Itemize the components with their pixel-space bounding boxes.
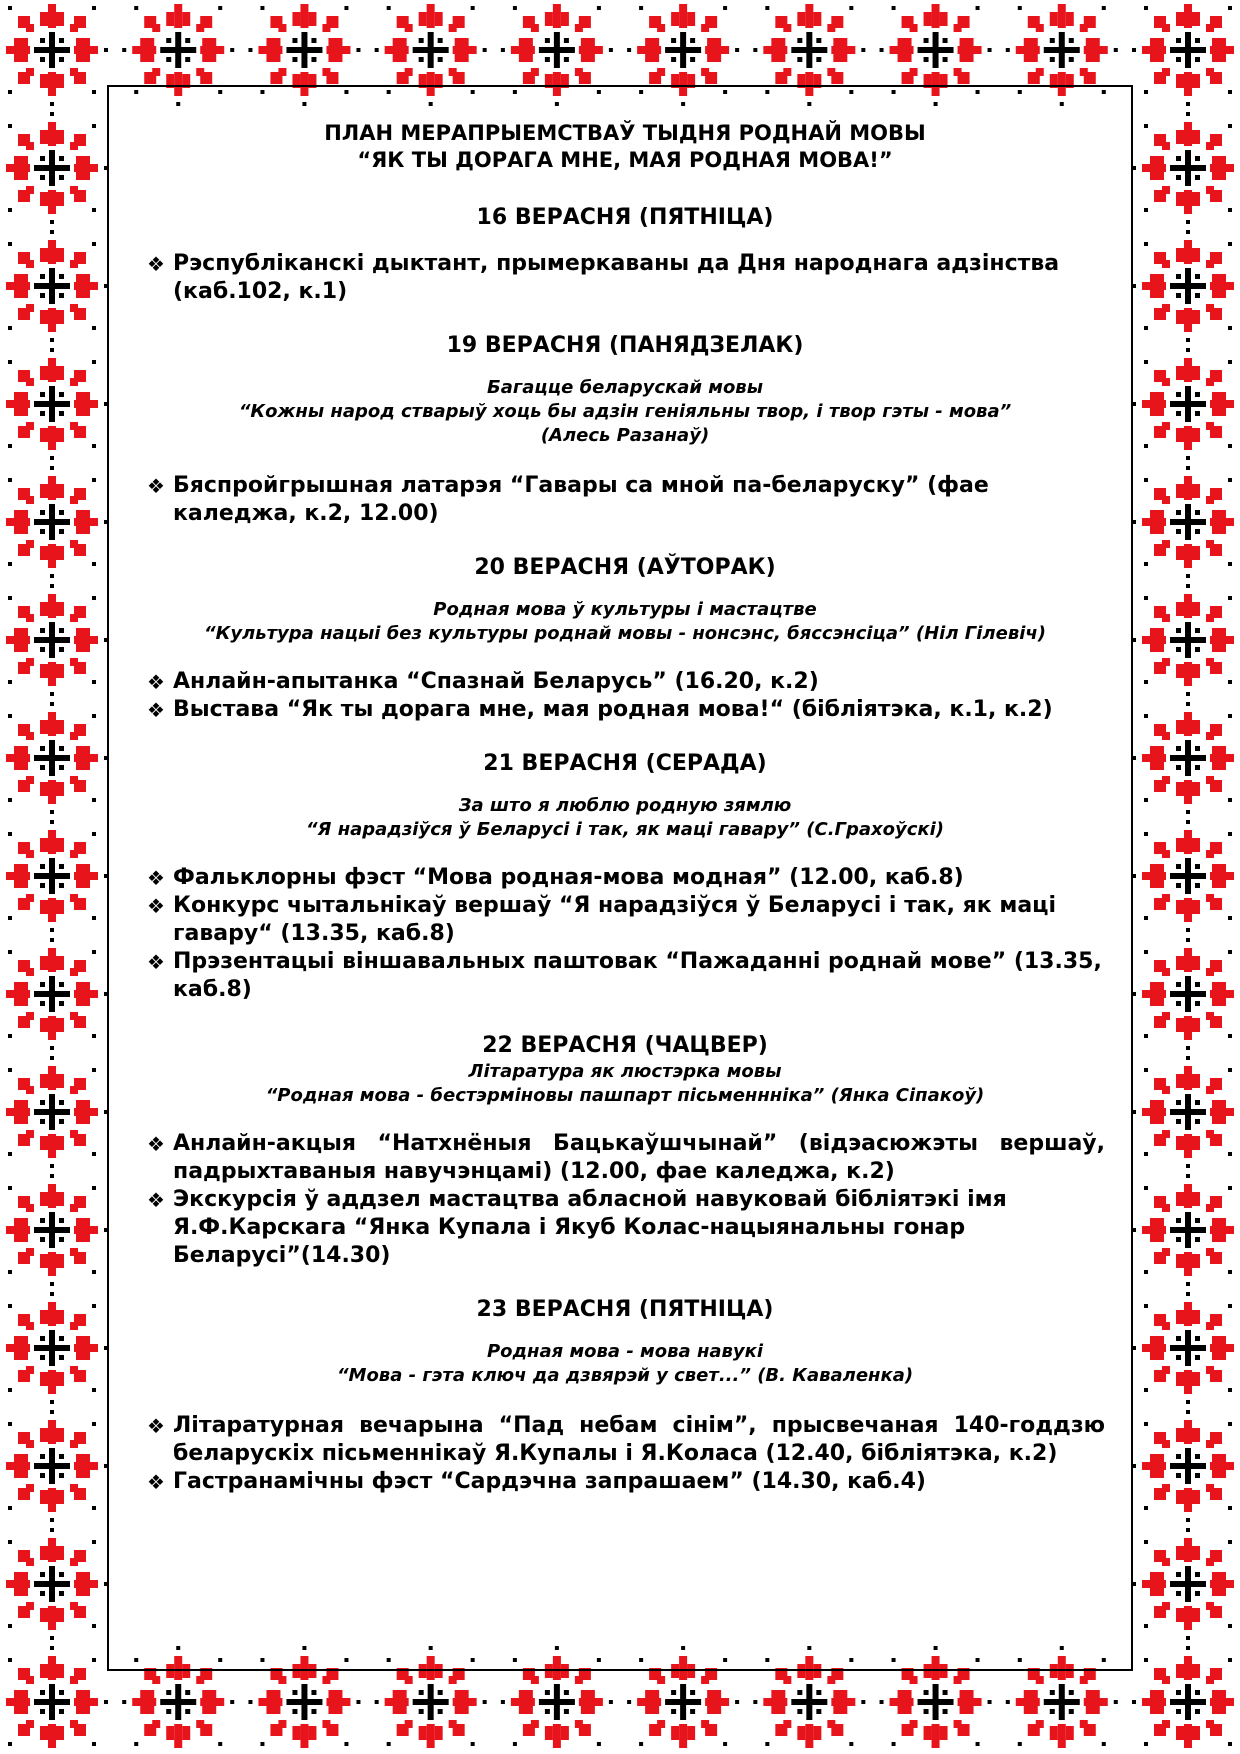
day-section	[145, 332, 1105, 528]
diamond-bullet-icon: ❖	[147, 866, 165, 890]
diamond-bullet-icon: ❖	[147, 1470, 165, 1494]
diamond-bullet-icon: ❖	[147, 474, 165, 498]
ornament-star-icon	[0, 1410, 108, 1522]
ornament-star-icon	[1006, 1646, 1118, 1754]
day-theme: Багацце беларускай мовы	[487, 377, 763, 398]
diamond-bullet-icon: ❖	[147, 1414, 165, 1438]
day-heading: 22 ВЕРАСНЯ (ЧАЦВЕР)	[482, 1033, 768, 1058]
ornament-star-icon	[1132, 1646, 1240, 1754]
ornament-star-icon	[1132, 584, 1240, 696]
ornament-star-icon	[0, 584, 108, 696]
ornament-star-icon	[880, 0, 992, 106]
ornament-star-icon	[1132, 1410, 1240, 1522]
plan-document	[145, 120, 1105, 1496]
event-list	[145, 1412, 1105, 1496]
ornament-star-icon	[0, 1646, 108, 1754]
day-section	[145, 554, 1105, 724]
day-heading: 20 ВЕРАСНЯ (АЎТОРАК)	[474, 555, 776, 580]
ornament-star-icon	[1132, 0, 1240, 106]
ornament-star-icon	[0, 1056, 108, 1168]
event-item: ❖ Бяспройгрышная латарэя “Гавары са мной па-беларуску” (фае каледжа, к.2, 12.00)	[147, 473, 989, 526]
ornament-star-icon	[1132, 348, 1240, 460]
ornament-star-icon	[753, 1646, 865, 1754]
day-heading: 23 ВЕРАСНЯ (ПЯТНІЦА)	[476, 1297, 774, 1322]
ornament-star-icon	[1132, 1056, 1240, 1168]
event-item: ❖ Анлайн-апытанка “Спазнай Беларусь” (16.20, к.2)	[147, 669, 819, 694]
diamond-bullet-icon: ❖	[147, 950, 165, 974]
day-heading: 19 ВЕРАСНЯ (ПАНЯДЗЕЛАК)	[446, 333, 804, 358]
title-line-1: ПЛАН МЕРАПРЫЕМСТВАЎ ТЫДНЯ РОДНАЙ МОВЫ	[324, 121, 926, 145]
title-line-2: “ЯК ТЫ ДОРАГА МНЕ, МАЯ РОДНАЯ МОВА!”	[357, 148, 893, 172]
ornament-star-icon	[627, 1646, 739, 1754]
day-section	[145, 1296, 1105, 1496]
ornament-star-icon	[1132, 1528, 1240, 1640]
ornament-star-icon	[248, 0, 360, 106]
ornament-star-icon	[0, 1174, 108, 1286]
day-quote: “Мова - гэта ключ да дзвярэй у свет...” (В. Каваленка)	[336, 1365, 914, 1386]
diamond-bullet-icon: ❖	[147, 1188, 165, 1212]
day-theme: За што я люблю родную зямлю	[458, 795, 792, 816]
event-item: ❖ Літаратурная вечарына “Пад небам сінім”, прысвечаная 140-годдзю беларускіх пісьменнікаў Я.Купалы і Я.Коласа (12.40, бібліятэка, к.2)	[147, 1413, 1105, 1466]
event-list	[145, 1130, 1105, 1270]
day-section	[145, 750, 1105, 1004]
diamond-bullet-icon: ❖	[147, 670, 165, 694]
day-section	[145, 204, 1105, 306]
ornament-star-icon	[0, 1292, 108, 1404]
event-item: ❖ Гастранамічны фэст “Сардэчна запрашаем” (14.30, каб.4)	[147, 1469, 926, 1494]
diamond-bullet-icon: ❖	[147, 252, 165, 276]
day-quote: “Родная мова - бестэрміновы пашпарт пісьменнніка” (Янка Сіпакоў)	[265, 1085, 985, 1106]
ornament-star-icon	[1132, 112, 1240, 224]
ornament-star-icon	[0, 0, 108, 106]
ornament-star-icon	[627, 0, 739, 106]
event-list	[145, 250, 1105, 306]
ornament-star-icon	[375, 1646, 487, 1754]
diamond-bullet-icon: ❖	[147, 698, 165, 722]
ornament-star-icon	[122, 0, 234, 106]
day-quote: “Кожны народ стварыў хоць бы адзін геніяльны твор, і твор гэты - мова”	[238, 401, 1012, 422]
event-item: ❖ Анлайн-акцыя “Натхнёныя Бацькаўшчынай” (відэасюжэты вершаў, падрыхтаваныя навучэнцамі) (12.00, фае каледжа, к.2)	[147, 1131, 1105, 1184]
event-item: ❖ Конкурс чытальнікаў вершаў “Я нарадзіўся ў Беларусі і так, як маці гавару“ (13.35, каб.8)	[147, 893, 1057, 946]
event-list	[145, 668, 1105, 724]
diamond-bullet-icon: ❖	[147, 1132, 165, 1156]
ornament-star-icon	[0, 1528, 108, 1640]
ornament-star-icon	[501, 0, 613, 106]
ornament-star-icon	[0, 466, 108, 578]
day-quote: “Я нарадзіўся ў Беларусі і так, як маці гавару” (С.Грахоўскі)	[305, 819, 945, 840]
event-item: ❖ Выстава “Як ты дорага мне, мая родная мова!“ (бібліятэка, к.1, к.2)	[147, 697, 1053, 722]
ornament-star-icon	[122, 1646, 234, 1754]
day-theme: Родная мова ў культуры і мастацтве	[433, 599, 817, 620]
day-heading: 16 ВЕРАСНЯ (ПЯТНІЦА)	[476, 205, 774, 230]
ornament-star-icon	[753, 0, 865, 106]
day-heading: 21 ВЕРАСНЯ (СЕРАДА)	[483, 751, 767, 776]
ornament-star-icon	[1006, 0, 1118, 106]
event-item: ❖ Прэзентацыі віншавальных паштовак “Пажаданні роднай мове” (13.35, каб.8)	[147, 949, 1102, 1002]
ornament-star-icon	[248, 1646, 360, 1754]
quote-author: (Алесь Разанаў)	[540, 425, 710, 446]
ornament-star-icon	[1132, 702, 1240, 814]
event-list	[145, 864, 1105, 1004]
day-quote: “Культура нацыі без культуры роднай мовы - нонсэнс, бяссэнсіца” (Ніл Гілевіч)	[204, 623, 1046, 644]
ornament-star-icon	[1132, 820, 1240, 932]
diamond-bullet-icon: ❖	[147, 894, 165, 918]
ornament-star-icon	[0, 112, 108, 224]
ornament-star-icon	[880, 1646, 992, 1754]
ornament-star-icon	[0, 702, 108, 814]
document-title	[145, 120, 1105, 174]
event-list	[145, 472, 1105, 528]
ornament-star-icon	[1132, 466, 1240, 578]
day-section	[145, 1032, 1105, 1270]
ornament-star-icon	[0, 348, 108, 460]
ornament-star-icon	[0, 230, 108, 342]
ornament-star-icon	[501, 1646, 613, 1754]
ornament-star-icon	[0, 820, 108, 932]
event-item: ❖ Экскурсія ў аддзел мастацтва абласной навуковай бібліятэкі імя Я.Ф.Карскага “Янка Купала і Якуб Колас-нацыянальны гонар Беларусі”(14.30)	[147, 1187, 1007, 1268]
ornament-star-icon	[1132, 1292, 1240, 1404]
ornament-star-icon	[1132, 230, 1240, 342]
day-theme: Родная мова - мова навукі	[486, 1341, 764, 1362]
ornament-star-icon	[0, 938, 108, 1050]
day-theme: Літаратура як люстэрка мовы	[468, 1061, 782, 1082]
event-item: ❖ Рэспубліканскі дыктант, прымеркаваны да Дня народнага адзінства (каб.102, к.1)	[147, 251, 1060, 304]
ornament-star-icon	[375, 0, 487, 106]
ornament-star-icon	[1132, 938, 1240, 1050]
event-item: ❖ Фальклорны фэст “Мова родная-мова модная” (12.00, каб.8)	[147, 865, 964, 890]
ornament-star-icon	[1132, 1174, 1240, 1286]
